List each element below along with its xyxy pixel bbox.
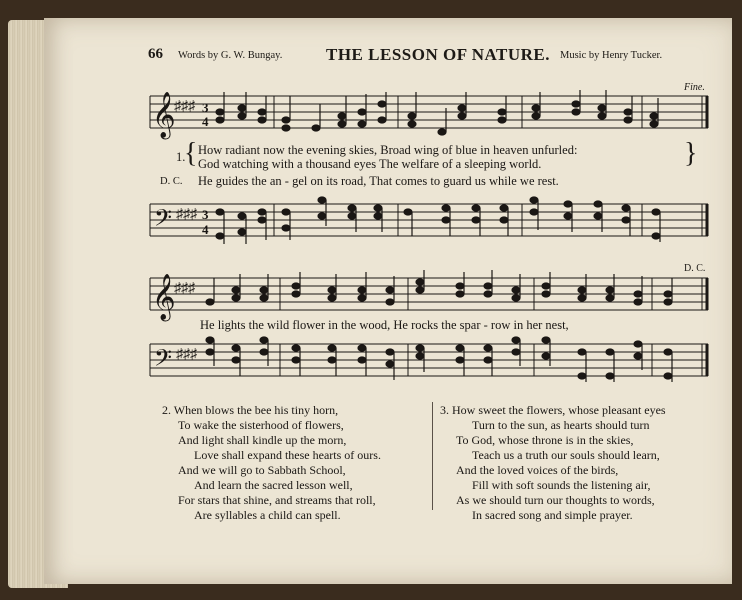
svg-text:3: 3 xyxy=(202,100,209,115)
verse-line: In sacred song and simple prayer. xyxy=(472,508,633,522)
verse-line: And learn the sacred lesson well, xyxy=(194,478,353,492)
bass-staff-2 xyxy=(146,336,716,386)
lyricist-credit: Words by G. W. Bungay. xyxy=(178,50,283,61)
lyric-line-4: He lights the wild flower in the wood, He rocks the spar - row in her nest, xyxy=(200,318,569,332)
hymn-title: THE LESSON OF NATURE. xyxy=(326,45,550,64)
verse-line: Teach us a truth our souls should learn, xyxy=(472,448,660,462)
lyric-line-2: God watching with a thousand eyes The welfare of a sleeping world. xyxy=(198,157,542,171)
right-brace: } xyxy=(684,138,698,169)
svg-text:𝄢: 𝄢 xyxy=(154,346,173,377)
verse-line: 2. When blows the bee his tiny horn, xyxy=(162,403,339,417)
verse-line: Turn to the sun, as hearts should turn xyxy=(472,418,650,432)
svg-text:♯♯♯: ♯♯♯ xyxy=(174,99,195,114)
svg-text:4: 4 xyxy=(202,114,209,129)
dc-label: D. C. xyxy=(160,176,183,187)
lyric-line-3: He guides the an - gel on its road, That comes to guard us while we rest. xyxy=(198,174,559,188)
bass-staff-1 xyxy=(146,196,716,252)
treble-staff-1 xyxy=(146,86,716,142)
verse-line: And the loved voices of the birds, xyxy=(456,463,619,477)
verse-line: And we will go to Sabbath School, xyxy=(178,463,346,477)
lyric-line-1: How radiant now the evening skies, Broad wing of blue in heaven unfurled: xyxy=(198,143,578,157)
svg-text:♯♯♯: ♯♯♯ xyxy=(176,347,197,362)
verse-line: As we should turn our thoughts to words, xyxy=(456,493,655,507)
bass-clef-icon: 𝄢 xyxy=(154,206,173,237)
dc-mark: D. C. xyxy=(684,263,706,274)
verse-line: For stars that shine, and streams that roll, xyxy=(178,493,376,507)
page-number: 66 xyxy=(148,46,163,62)
verse-line: And light shall kindle up the morn, xyxy=(178,433,347,447)
verse-3 xyxy=(440,403,666,523)
verse-2 xyxy=(162,403,381,523)
verse-line: Love shall expand these hearts of ours. xyxy=(194,448,381,462)
verse-number-1: 1. xyxy=(176,150,186,164)
treble-clef-icon: 𝄞 xyxy=(152,92,176,137)
page-header xyxy=(148,46,708,68)
verse-line: Are syllables a child can spell. xyxy=(194,508,341,522)
fine-mark: Fine. xyxy=(684,82,705,93)
svg-text:𝄞: 𝄞 xyxy=(152,274,176,319)
svg-text:3: 3 xyxy=(202,207,209,222)
svg-text:♯♯♯: ♯♯♯ xyxy=(174,281,195,296)
svg-text:♯♯♯: ♯♯♯ xyxy=(176,207,197,222)
svg-text:4: 4 xyxy=(202,222,209,237)
verse-line: 3. How sweet the flowers, whose pleasant eyes xyxy=(440,403,666,417)
composer-credit: Music by Henry Tucker. xyxy=(560,50,663,61)
verse-line: To God, whose throne is in the skies, xyxy=(456,433,634,447)
treble-staff-2 xyxy=(146,268,716,324)
verse-line: Fill with soft sounds the listening air, xyxy=(472,478,651,492)
verse-divider xyxy=(432,402,433,510)
left-brace: { xyxy=(184,138,198,169)
verse-line: To wake the sisterhood of flowers, xyxy=(178,418,344,432)
